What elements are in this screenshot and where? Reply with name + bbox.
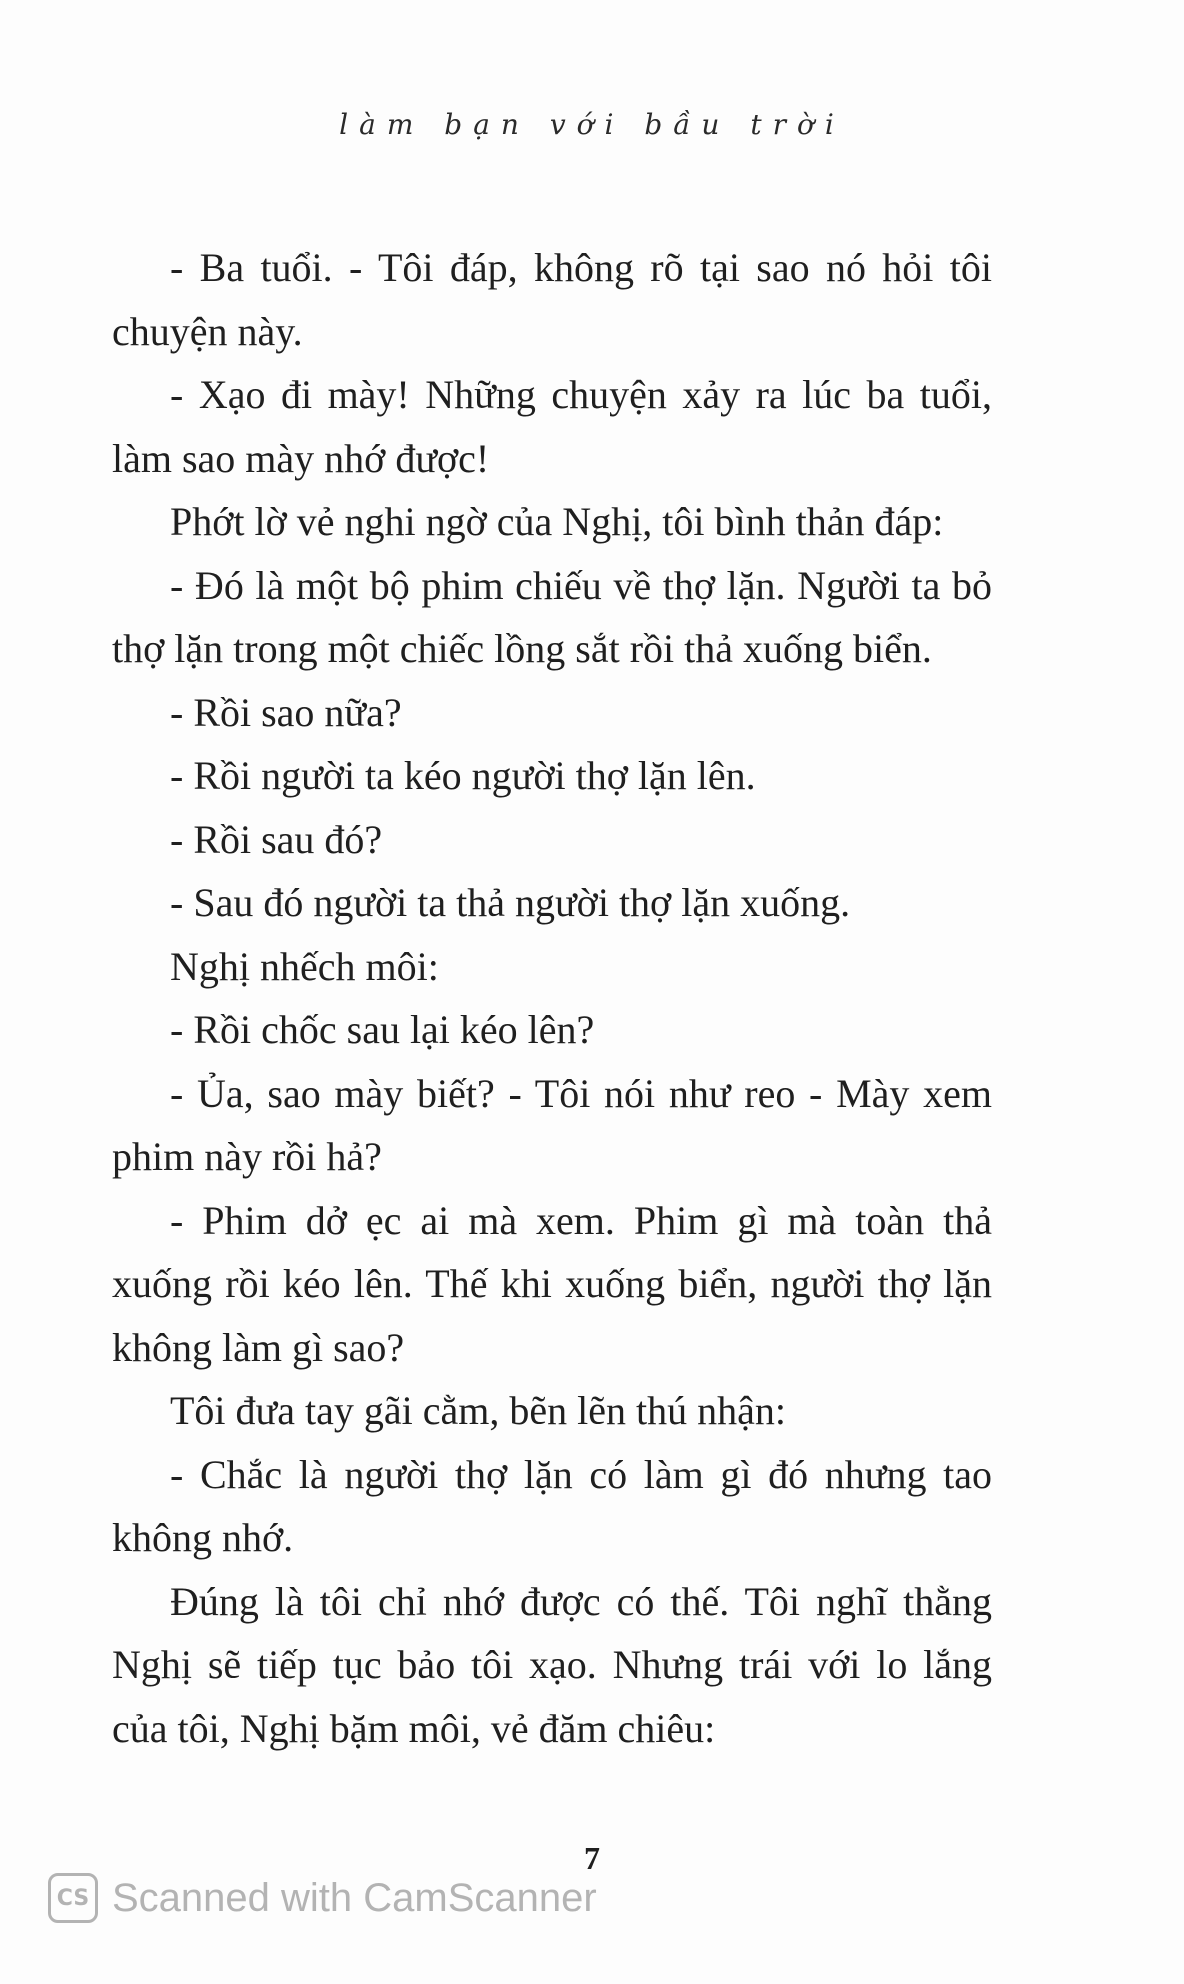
paragraph-13: Tôi đưa tay gãi cằm, bẽn lẽn thú nhận: bbox=[170, 1388, 786, 1433]
paragraph-5: - Rồi sao nữa? bbox=[170, 689, 402, 735]
paragraph-2: - Xạo đi mày! Những chuyện xảy ra lúc ba tuổi, làm sao mày nhớ được! bbox=[112, 372, 992, 481]
paragraph-11: - Ủa, sao mày biết? - Tôi nói như reo - Mày xem phim này rồi hả? bbox=[112, 1070, 992, 1179]
camscanner-watermark bbox=[48, 1870, 597, 1926]
paragraph-12: - Phim dở ẹc ai mà xem. Phim gì mà toàn thả xuống rồi kéo lên. Thế khi xuống biển, người thợ lặn không làm gì sao? bbox=[112, 1197, 992, 1370]
paragraph-15: Đúng là tôi chỉ nhớ được có thế. Tôi nghĩ thằng Nghị sẽ tiếp tục bảo tôi xạo. Nhưng trái với lo lắng của tôi, Nghị bặm môi, vẻ đăm chiêu: bbox=[112, 1578, 992, 1751]
paragraph-7: - Rồi sau đó? bbox=[170, 816, 383, 862]
camscanner-logo-icon: CS bbox=[48, 1873, 98, 1923]
paragraph-1: - Ba tuổi. - Tôi đáp, không rõ tại sao nó hỏi tôi chuyện này. bbox=[112, 245, 992, 354]
watermark-text: Scanned with CamScanner bbox=[112, 1875, 597, 1920]
paragraph-4: - Đó là một bộ phim chiếu về thợ lặn. Người ta bỏ thợ lặn trong một chiếc lồng sắt rồi thả xuống biển. bbox=[112, 562, 992, 671]
paragraph-10: - Rồi chốc sau lại kéo lên? bbox=[170, 1007, 595, 1052]
running-header: làm bạn với bầu trời bbox=[339, 108, 845, 141]
page-number: 7 bbox=[584, 1840, 600, 1876]
paragraph-14: - Chắc là người thợ lặn có làm gì đó nhưng tao không nhớ. bbox=[112, 1451, 992, 1560]
paragraph-9: Nghị nhếch môi: bbox=[170, 943, 439, 989]
body-text bbox=[112, 236, 992, 1760]
paragraph-6: - Rồi người ta kéo người thợ lặn lên. bbox=[170, 753, 756, 798]
paragraph-3: Phớt lờ vẻ nghi ngờ của Nghị, tôi bình thản đáp: bbox=[170, 499, 944, 544]
paragraph-8: - Sau đó người ta thả người thợ lặn xuống. bbox=[170, 880, 851, 925]
